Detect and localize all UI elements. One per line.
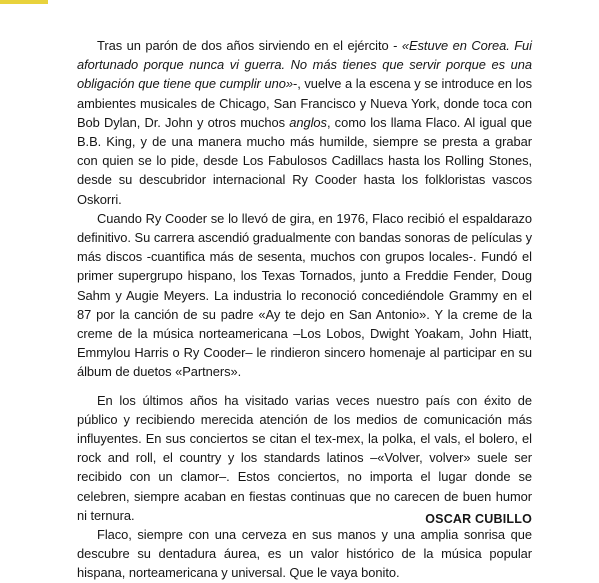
paragraph-1-italic-word: anglos (289, 114, 327, 130)
paragraph-1-segment: Tras un parón de dos años sirviendo en el ejército - (97, 38, 402, 53)
paragraph-3-text: En los últimos años ha visitado varias veces nuestro país con éxito de público y recibiendo merecida atención de los medios de comunicación más influyentes. En sus conciertos se citan el tex-mex, la polka, el vals, el bolero, el rock and roll, el country y los standards latinos –«Volver, volver» suele ser recibido con un clamor–. Estos conciertos, no importa el lugar donde se celebren, siempre acaban en fiestas continuas que no carecen de buen humor ni ternura. (77, 392, 532, 523)
paragraph-2-text: Cuando Ry Cooder se lo llevó de gira, en 1976, Flaco recibió el espaldarazo definitivo. Su carrera ascendió gradualmente con bandas sonoras de películas y más discos -cuantifica más de sesenta, muchos con grupos locales-. Fundó el primer supergrupo hispano, los Texas Tornados, junto a Freddie Fender, Doug Sahm y Augie Meyers. La industria lo reconoció concediéndole Grammy en el 87 por la canción de su padre «Ay te dejo en San Antonio». Y la creme de la creme de la música norteamericana –Los Lobos, Dwight Yoakam, John Hiatt, Emmylou Harris o Ry Cooder– le rindieron sincero homenaje al participar en su álbum de duetos «Partners». (77, 210, 532, 380)
paragraph-2 (77, 209, 532, 382)
corner-color-mark (0, 0, 48, 4)
author-signature: OSCAR CUBILLO (425, 512, 532, 526)
paragraph-1-segment: -, vuelve a la escena y se introduce en los ambientes musicales de Chicago, San Francisco y Nueva York, donde toca con Bob Dylan, Dr. John y otros muchos (77, 76, 533, 130)
paragraph-3 (77, 391, 532, 525)
paragraph-4-text: Flaco, siempre con una cerveza en sus manos y una amplia sonrisa que descubre su dentadura áurea, es un valor histórico de la música popular hispana, norteamericana y universal. Que le vaya bonito. (77, 527, 532, 581)
paragraph-4 (77, 525, 532, 583)
article-body (77, 36, 532, 583)
paragraph-1-quote-italic: «Estuve en Corea. Fui afortunado porque nunca vi guerra. No más tienes que servir porque es una obligación que tiene que cumplir uno» (77, 38, 532, 92)
paragraph-1-segment: , como los llama Flaco. Al igual que B.B. King, y de una manera mucho más humilde, siempre se presta a grabar con quien se lo pide, desde Los Fabulosos Cadillacs hasta los Rolling Stones, desde su descubridor internacional Ry Cooder hasta los folkloristas vascos Oskorri. (77, 114, 532, 207)
paragraph-1 (77, 36, 532, 209)
